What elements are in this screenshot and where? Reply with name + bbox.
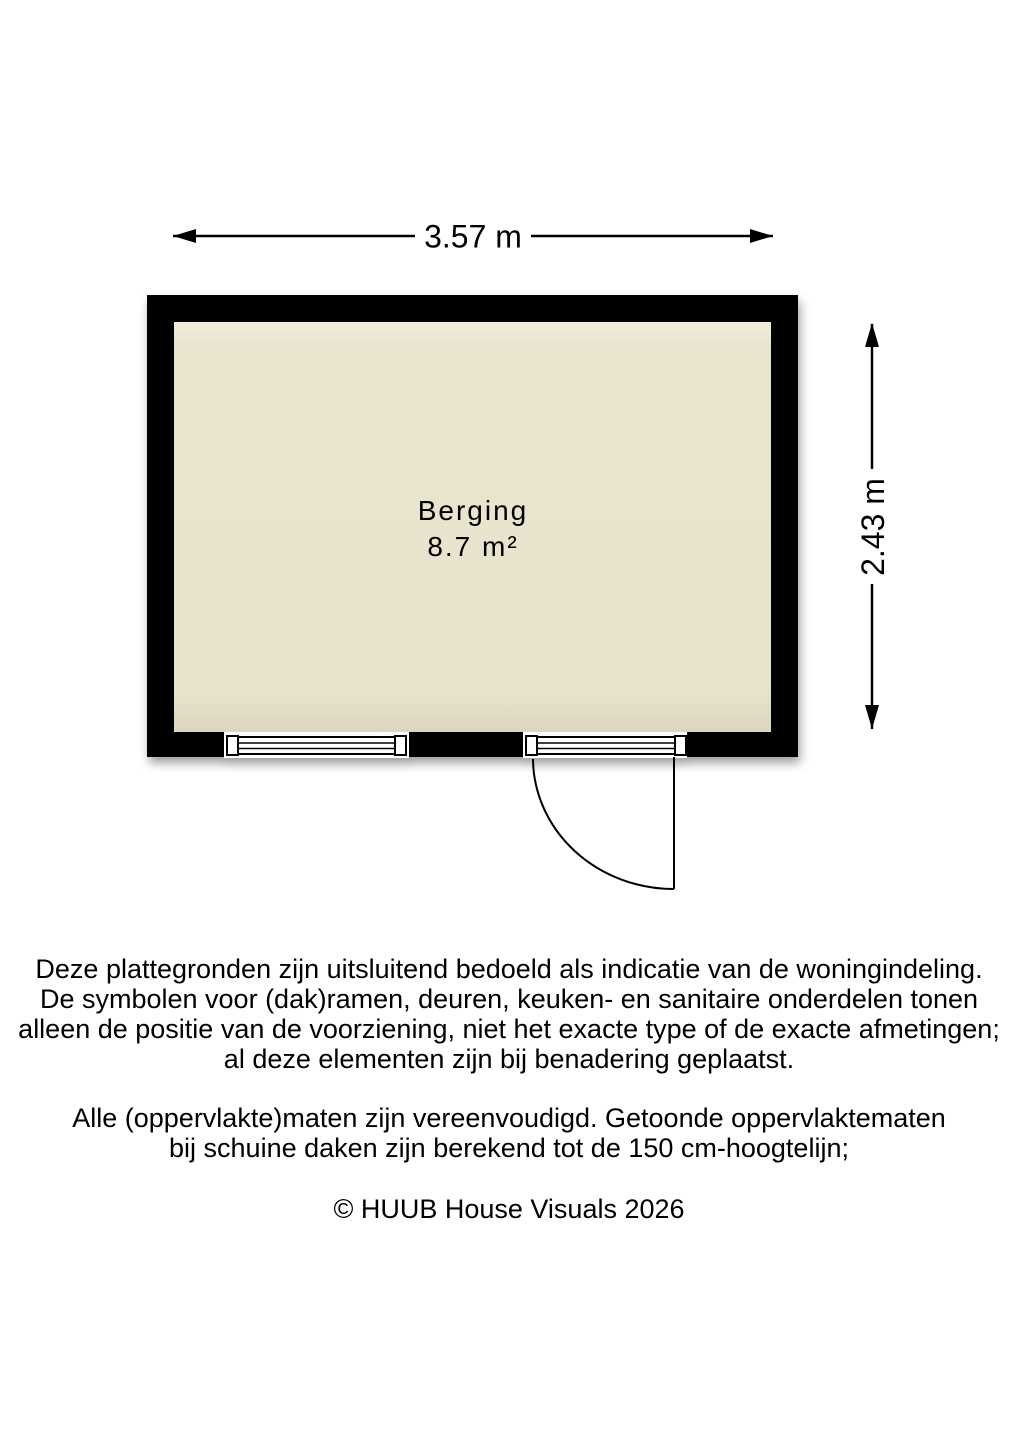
disclaimer-line: bij schuine daken zijn berekend tot de 150 cm-hoogtelijn;: [169, 1133, 849, 1163]
window-frame-cap: [395, 736, 406, 755]
glazed-door-symbol: [526, 736, 686, 755]
door-frame-cap: [526, 736, 537, 755]
disclaimer-line: De symbolen voor (dak)ramen, deuren, keuken- en sanitaire onderdelen tonen: [39, 984, 979, 1014]
arrow-down-icon: [865, 705, 879, 729]
room-area-label: 8.7 m²: [427, 531, 519, 562]
disclaimer-line: alleen de positie van de voorziening, niet het exacte type of de exacte afmetingen;: [18, 1014, 1000, 1044]
arrow-up-icon: [865, 323, 879, 347]
arrow-left-icon: [173, 229, 196, 243]
width-dimension-label: 3.57 m: [424, 218, 522, 255]
room-name-label: Berging: [417, 495, 529, 526]
window-symbol: [227, 736, 406, 755]
disclaimer-line: al deze elementen zijn bij benadering geplaatst.: [223, 1044, 795, 1074]
door-swing: [533, 757, 674, 889]
door-frame-cap: [675, 736, 686, 755]
arrow-right-icon: [750, 229, 773, 243]
disclaimer-line: Deze plattegronden zijn uitsluitend bedoeld als indicatie van de woningindeling.: [35, 954, 983, 984]
disclaimer-line: Alle (oppervlakte)maten zijn vereenvoudigd. Getoonde oppervlaktematen: [72, 1103, 946, 1133]
disclaimer-paragraph-2: [0, 1103, 1018, 1163]
room-floor: [174, 322, 771, 732]
width-dimension: [173, 219, 773, 255]
window-frame-cap: [227, 736, 238, 755]
door-swing-arc: [533, 759, 674, 889]
height-dimension-label: 2.43 m: [855, 478, 891, 576]
window-glass: [238, 737, 395, 754]
disclaimer-paragraph-1: [0, 954, 1018, 1074]
copyright-line: © HUUB House Visuals 2026: [333, 1194, 685, 1224]
height-dimension: [855, 323, 891, 729]
door-glass: [537, 737, 675, 754]
